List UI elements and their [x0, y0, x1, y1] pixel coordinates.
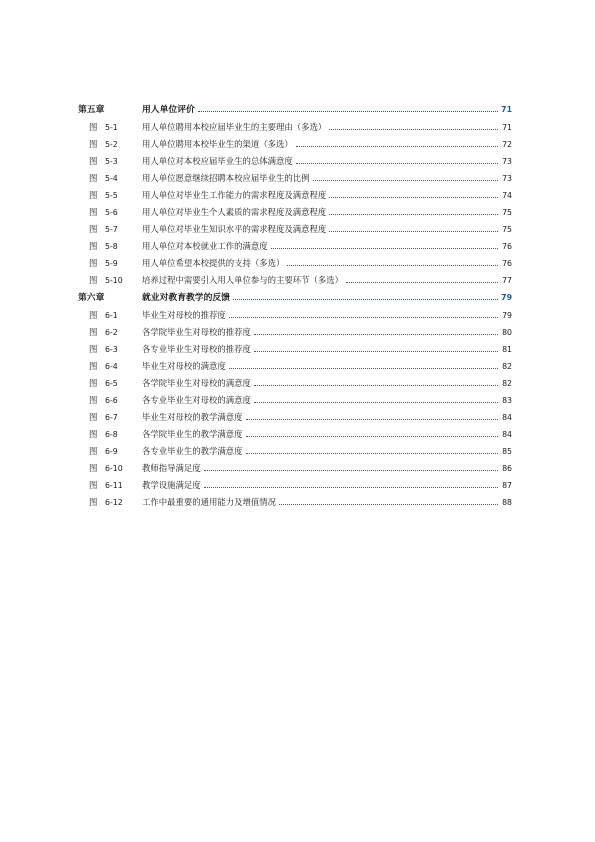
figure-title: 毕业生对母校的满意度	[142, 361, 226, 371]
toc-figure-6-1[interactable]	[78, 307, 512, 324]
figure-page: 80	[502, 328, 512, 337]
figure-title: 用人单位聘用本校应届毕业生的主要理由（多选）	[142, 122, 327, 132]
figure-page: 75	[502, 225, 512, 234]
chapter-title: 就业对教育教学的反馈	[142, 293, 230, 303]
toc-figure-6-8[interactable]	[78, 426, 512, 443]
figure-code: 6-4	[105, 362, 118, 371]
figure-page: 84	[502, 413, 512, 422]
figure-title: 各专业毕业生的教学满意度	[142, 446, 243, 456]
figure-label: 图	[89, 207, 98, 217]
figure-page: 73	[502, 174, 512, 183]
dot-leader	[329, 129, 498, 130]
figure-title: 各专业毕业生对母校的推荐度	[142, 344, 251, 354]
dot-leader	[204, 487, 498, 488]
dot-leader	[204, 470, 498, 471]
dot-leader	[313, 180, 499, 181]
figure-label: 图	[89, 224, 98, 234]
figure-code: 5-2	[105, 140, 118, 149]
figure-title: 用人单位对本校应届毕业生的总体满意度	[142, 156, 293, 166]
figure-code: 6-6	[105, 396, 118, 405]
figure-label: 图	[89, 139, 98, 149]
figure-page: 76	[502, 242, 512, 251]
figure-label: 图	[89, 412, 98, 422]
figure-page: 82	[502, 362, 512, 371]
toc-figure-6-3[interactable]	[78, 341, 512, 358]
figure-title: 各学院毕业生的教学满意度	[142, 429, 243, 439]
figure-code: 5-1	[105, 123, 118, 132]
figure-title: 各专业毕业生对母校的满意度	[142, 395, 251, 405]
chapter-page: 79	[501, 293, 512, 302]
figure-page: 83	[502, 396, 512, 405]
figure-label: 图	[89, 446, 98, 456]
dot-leader	[287, 265, 498, 266]
figure-code: 5-6	[105, 208, 118, 217]
dot-leader	[246, 453, 499, 454]
dot-leader	[346, 282, 498, 283]
figure-page: 79	[502, 311, 512, 320]
dot-leader	[329, 197, 498, 198]
figure-code: 5-7	[105, 225, 118, 234]
figure-page: 76	[502, 259, 512, 268]
figure-title: 用人单位愿意继续招聘本校应届毕业生的比例	[142, 173, 310, 183]
dot-leader	[246, 436, 499, 437]
toc-figure-5-6[interactable]	[78, 204, 512, 221]
figure-title: 教师指导满足度	[142, 463, 201, 473]
figure-page: 81	[502, 345, 512, 354]
figure-code: 6-1	[105, 311, 118, 320]
figure-page: 87	[502, 481, 512, 490]
figure-code: 5-10	[105, 276, 123, 285]
figure-page: 72	[502, 140, 512, 149]
chapter-page: 71	[501, 105, 512, 114]
toc-chapter-5[interactable]	[78, 101, 512, 119]
toc-figure-5-7[interactable]	[78, 221, 512, 238]
toc-figure-5-1[interactable]	[78, 119, 512, 136]
dot-leader	[296, 146, 498, 147]
figure-page: 88	[502, 498, 512, 507]
figure-code: 6-3	[105, 345, 118, 354]
figure-label: 图	[89, 480, 98, 490]
figure-title: 培养过程中需要引入用人单位参与的主要环节（多选）	[142, 275, 343, 285]
figure-label: 图	[89, 275, 98, 285]
figure-page: 71	[502, 123, 512, 132]
figure-code: 5-8	[105, 242, 118, 251]
chapter-number: 第五章	[78, 105, 105, 115]
dot-leader	[229, 317, 498, 318]
toc-figure-6-12[interactable]	[78, 494, 512, 511]
dot-leader	[254, 385, 498, 386]
toc-figure-5-10[interactable]	[78, 272, 512, 289]
toc-chapter-6[interactable]	[78, 289, 512, 307]
toc-figure-5-3[interactable]	[78, 153, 512, 170]
toc-figure-5-9[interactable]	[78, 255, 512, 272]
figure-code: 6-11	[105, 481, 123, 490]
figure-title: 教学设施满足度	[142, 480, 201, 490]
toc-figure-6-10[interactable]	[78, 460, 512, 477]
figure-title: 用人单位对毕业生工作能力的需求程度及满意程度	[142, 190, 327, 200]
figure-title: 工作中最重要的通用能力及增值情况	[142, 497, 276, 507]
dot-leader	[254, 351, 498, 352]
figure-label: 图	[89, 463, 98, 473]
figure-title: 各学院毕业生对母校的满意度	[142, 378, 251, 388]
dot-leader	[246, 419, 499, 420]
figure-code: 5-4	[105, 174, 118, 183]
figure-label: 图	[89, 327, 98, 337]
figure-title: 用人单位希望本校提供的支持（多选）	[142, 258, 285, 268]
figure-label: 图	[89, 429, 98, 439]
toc-figure-6-9[interactable]	[78, 443, 512, 460]
figure-code: 6-2	[105, 328, 118, 337]
dot-leader	[296, 163, 498, 164]
figure-title: 用人单位对毕业生个人素质的需求程度及满意程度	[142, 207, 327, 217]
toc-figure-6-6[interactable]	[78, 392, 512, 409]
figure-label: 图	[89, 258, 98, 268]
dot-leader	[329, 231, 498, 232]
figure-title: 用人单位聘用本校毕业生的渠道（多选）	[142, 139, 293, 149]
figure-page: 82	[502, 379, 512, 388]
figure-code: 5-5	[105, 191, 118, 200]
figure-label: 图	[89, 361, 98, 371]
dot-leader	[254, 402, 498, 403]
toc-figure-6-7[interactable]	[78, 409, 512, 426]
figure-code: 6-8	[105, 430, 118, 439]
figure-page: 73	[502, 157, 512, 166]
dot-leader	[254, 334, 498, 335]
figure-label: 图	[89, 378, 98, 388]
figure-page: 74	[502, 191, 512, 200]
toc-figure-5-2[interactable]	[78, 136, 512, 153]
figure-code: 6-7	[105, 413, 118, 422]
figure-code: 6-12	[105, 498, 123, 507]
figure-title: 毕业生对母校的教学满意度	[142, 412, 243, 422]
toc-figure-5-5[interactable]	[78, 187, 512, 204]
toc-figure-6-4[interactable]	[78, 358, 512, 375]
toc-figure-6-5[interactable]	[78, 375, 512, 392]
toc-figure-6-11[interactable]	[78, 477, 512, 494]
figure-title: 用人单位对毕业生知识水平的需求程度及满意程度	[142, 224, 327, 234]
figure-code: 6-5	[105, 379, 118, 388]
figure-page: 85	[502, 447, 512, 456]
figure-label: 图	[89, 344, 98, 354]
figure-code: 6-9	[105, 447, 118, 456]
dot-leader	[198, 111, 498, 112]
dot-leader	[229, 368, 498, 369]
dot-leader	[329, 214, 498, 215]
figure-title: 各学院毕业生对母校的推荐度	[142, 327, 251, 337]
figure-code: 5-3	[105, 157, 118, 166]
toc-figure-6-2[interactable]	[78, 324, 512, 341]
figure-label: 图	[89, 122, 98, 132]
figure-label: 图	[89, 241, 98, 251]
table-of-contents	[78, 101, 512, 511]
dot-leader	[279, 504, 498, 505]
figure-code: 6-10	[105, 464, 123, 473]
figure-code: 5-9	[105, 259, 118, 268]
figure-label: 图	[89, 173, 98, 183]
figure-page: 84	[502, 430, 512, 439]
figure-page: 75	[502, 208, 512, 217]
dot-leader	[271, 248, 498, 249]
toc-figure-5-4[interactable]	[78, 170, 512, 187]
figure-page: 77	[502, 276, 512, 285]
figure-label: 图	[89, 395, 98, 405]
chapter-title: 用人单位评价	[142, 105, 195, 115]
toc-figure-5-8[interactable]	[78, 238, 512, 255]
figure-page: 86	[502, 464, 512, 473]
figure-title: 用人单位对本校就业工作的满意度	[142, 241, 268, 251]
figure-title: 毕业生对母校的推荐度	[142, 310, 226, 320]
figure-label: 图	[89, 190, 98, 200]
figure-label: 图	[89, 310, 98, 320]
figure-label: 图	[89, 497, 98, 507]
figure-label: 图	[89, 156, 98, 166]
dot-leader	[233, 299, 498, 300]
chapter-number: 第六章	[78, 293, 105, 303]
